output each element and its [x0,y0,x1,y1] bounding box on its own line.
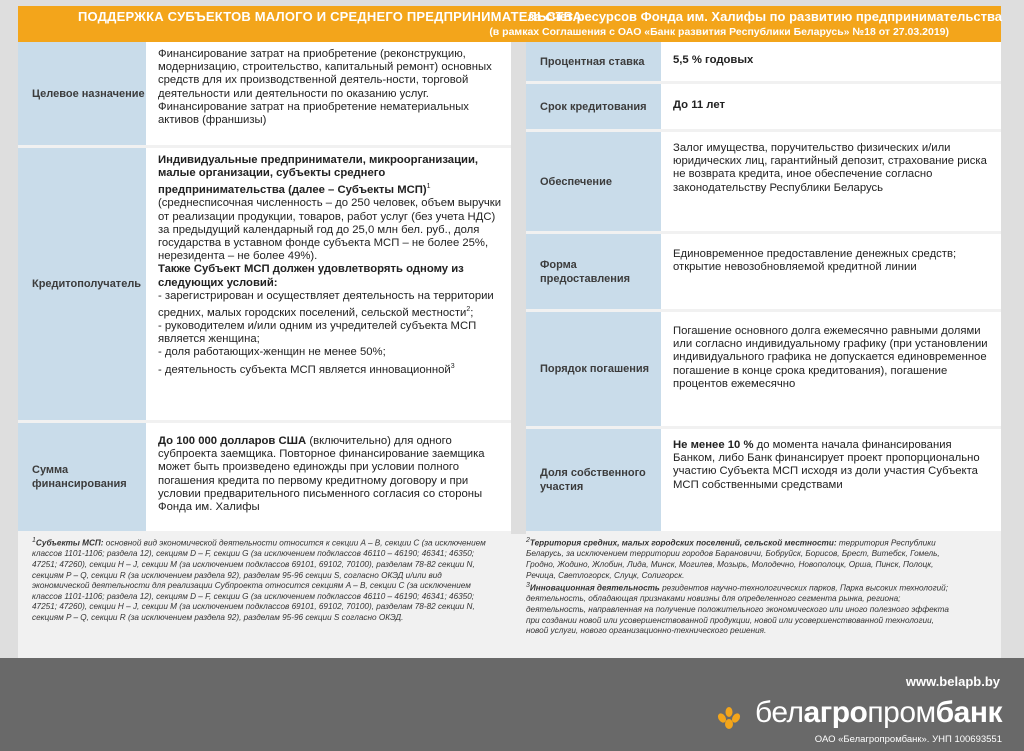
form-text-2: открытие невозобновляемой кредитной линии [673,261,917,274]
label-rate: Процентная ставка [526,42,661,84]
borrower-item-1: - зарегистрирован и осуществляет деятельность на территории средних, малых городских поселений, сельской местности [158,289,494,319]
borrower-item-1-end: ; [470,306,474,319]
footnote-3-text: резидентов научно-технологических парков, Парка высоких технологий; деятельность, обладающая признаками новизны для определенного сегмента рынка, региона; деятельность, направленная на получение положительного экономического или иного полезного эффекта при создании новой или усовершенствованной продукции, новой или усовершенствованной технологии, новой услуги, нового организационно-технического решения. [526,583,949,636]
label-purpose: Целевое назначение [18,42,146,148]
purpose-text-1: Финансирование затрат на приобретение (реконструкцию, модернизацию, строительство, капитальный ремонт) основных средств для их производственной деятель-ности, торговой деятельности или деятельности по оказанию услуг. [158,48,492,100]
term-value: До 11 лет [673,99,725,111]
header-banner [18,6,1001,42]
value-repay [661,312,1001,429]
footnote-2-title: Территория средних, малых городских поселений, сельской местности: [529,538,837,548]
value-amount [146,423,511,534]
footnote-3: 3Инновационная деятельность резидентов научно-технологических парков, Парка высоких технологий; деятельность, обладающая признаками новизны для определенного сегмента рынка, региона; деятельность, направленная на получение положительного экономического или иного полезного эффекта при создании новой или усовершенствованной продукции, новой или усовершенствованной технологии, новой услуги, нового организационно-технического решения. [526,582,949,636]
footer [0,658,1024,751]
borrower-item-4: - деятельность субъекта МСП является инновационной [158,363,451,376]
footnote-3-title: Инновационная деятельность [529,583,660,593]
amount-bold: До 100 000 долларов США [158,435,307,447]
footnote-ref-3: 3 [450,362,455,370]
label-borrower: Кредитополучатель [18,148,146,423]
footnote-2-3 [526,536,954,637]
content-page [18,42,1001,658]
value-rate [661,42,1001,84]
borrower-item-3: - доля работающих-женщин не менее 50%; [158,346,386,359]
header-subtitle: (в рамках Соглашения с ОАО «Банк развития Республики Беларусь» №18 от 27.03.2019) [489,26,949,38]
value-borrower [146,148,511,423]
value-form [661,234,1001,312]
value-security [661,132,1001,234]
website-link[interactable]: www.belapb.by [905,674,1000,689]
footnote-2: 2Территория средних, малых городских поселений, сельской местности: территория Республики Беларусь, за исключением территории городов Барановичи, Бобруйск, Борисов, Брест, Витебск, Гомель, Гродно, Жодино, Жлобин, Лида, Минск, Могилев, Мозырь, Молодечно, Новополоцк, Орша, Пинск, Полоцк, Речица, Светлогорск, Слуцк, Солигорск. [526,537,940,580]
purpose-text-2: Финансирование затрат на приобретение нематериальных активов (франшизы) [158,100,469,127]
column-gap [511,42,526,534]
repay-text: Погашение основного долга ежемесячно равными долями или согласно индивидуальному графику (при установлении индивидуального графика не допускается единовременное погашение в конце срока кредитования), погашение процентов ежемесячно [673,325,988,390]
own-share-bold: Не менее 10 % [673,439,754,451]
header-title: ПОДДЕРЖКА СУБЪЕКТОВ МАЛОГО И СРЕДНЕГО ПРЕДПРИНИМАТЕЛЬСТВА [78,9,583,24]
footnote-1: 1Субъекты МСП: основной вид экономической деятельности относится к секции A – B, секции C (за исключением классов 1101-1106; раздела 12), секциям D – F, секции G (за исключением подклассов 46110 – 46190; 46341; 46350; 47251; 47260), секции H – J, секции M (за исключением подклассов 69101, 69102, 70100), разделам 78-82 секции N, секциям P – Q, секции R (за исключением раздела 92), разделам 95-96 секции S, согласно ОКЭД и/или вид экономической деятельности для реализации Субпроекта относится секциям A – B, секции C (за исключением классов 1101-1106; раздела 12), секциям D – F, секции G (за исключением подклассов 46110 – 46190; 46341; 46350; 47251; 47260), секции H – J, секции M (за исключением подклассов 69101, 69102, 70100), разделам 78-82 секции N, секциям P – Q, секции R (за исключением раздела 92), разделам 95-96 секции S согласно ОКЭД. [32,537,486,622]
own-share-text: до момента начала финансирования Банком, либо Банк финансирует проект пропорционально участию Субъекта МСП исходя из доли участия Субъекта МСП собственными средствами [673,439,980,491]
borrower-bold-1: Индивидуальные предприниматели, микроорганизации, малые организации, субъекты среднего предпринимательства (далее – Субъекты МСП) [158,154,479,197]
footnote-ref-1: 1 [426,183,431,191]
brand-part-2: агро [803,696,868,729]
label-security: Обеспечение [526,132,661,234]
label-term: Срок кредитования [526,84,661,132]
value-purpose [146,42,511,148]
form-text-1: Единовременное предоставление денежных средств; [673,248,957,260]
borrower-text-1: (среднесписочная численность – до 250 человек, объем выручки от реализации продукции, товаров, работ услуг (без учета НДС) за предыдущий календарный год до 25,0 млн бел. руб., доля государства в уставном фонде субъекта МСП – не более 25%, нерезидента – не более 49%). [158,197,501,263]
borrower-bold-2: Также Субъект МСП должен удовлетворять одному из следующих условий: [158,263,464,289]
footnote-1-text: основной вид экономической деятельности относится к секции A – B, секции C (за исключением классов 1101-1106; раздела 12), секциям D – F, секции G (за исключением подклассов 46110 – 46190; 46341; 46350; 47251; 47260), секции H – J, секции M (за исключением подклассов 69101, 69102, 70100), разделам 78-82 секции N, секциям P – Q, секции R (за исключением раздела 92), разделам 95-96 секции S, согласно ОКЭД и/или вид экономической деятельности для реализации Субпроекта относится секциям A – B, секции C (за исключением классов 1101-1106; раздела 12), секциям D – F, секции G (за исключением подклассов 46110 – 46190; 46341; 46350; 47251; 47260), секции H – J, секции M (за исключением подклассов 69101, 69102, 70100), разделам 78-82 секции N, секциям P – Q, секции R (за исключением раздела 92), разделам 95-96 секции S согласно ОКЭД. [32,538,486,622]
rate-value: 5,5 % годовых [673,54,754,66]
brand-part-4: банк [935,696,1002,729]
footnote-2-text: территория Республики Беларусь, за исключением территории городов Барановичи, Бобруйск, Борисов, Брест, Витебск, Гомель, Гродно, Жодино, Жлобин, Лида, Минск, Могилев, Мозырь, Молодечно, Новополоцк, Орша, Пинск, Полоцк, Речица, Светлогорск, Слуцк, Солигорск. [526,538,940,580]
brand-part-1: бел [755,696,804,729]
borrower-item-2: - руководителем и/или одним из учредителей субъекта МСП является женщина; [158,319,477,346]
footnote-1-title: Субъекты МСП: [35,538,104,548]
label-own-share: Доля собственного участия [526,429,661,534]
brand-logo [755,696,1002,730]
label-form: Форма предоставления [526,234,661,312]
wheat-leaf-icon [713,700,745,730]
value-own-share [661,429,1001,534]
brand-part-3: пром [867,696,936,729]
amount-text: (включительно) для одного субпроекта заемщика. Повторное финансирование заемщика может быть произведено единожды при условии полного погашения кредита по первому кредитному договору и при условии предварительного письменного согласия со стороны Фонда им. Халифы [158,435,485,514]
label-amount: Сумма финансирования [18,423,146,534]
value-term [661,84,1001,132]
label-repay: Порядок погашения [526,312,661,429]
footnote-ref-2: 2 [466,306,471,313]
security-text: Залог имущества, поручительство физических и/или юридических лиц, гарантийный депозит, страхование риска не возврата кредита, иное обеспечение согласно законодательству Республики Беларусь [673,142,987,194]
company-info: ОАО «Белагропромбанк». УНП 100693551 [814,734,1002,745]
header-title-cont: за счет ресурсов Фонда им. Халифы по развитию предпринимательства [528,9,1002,24]
